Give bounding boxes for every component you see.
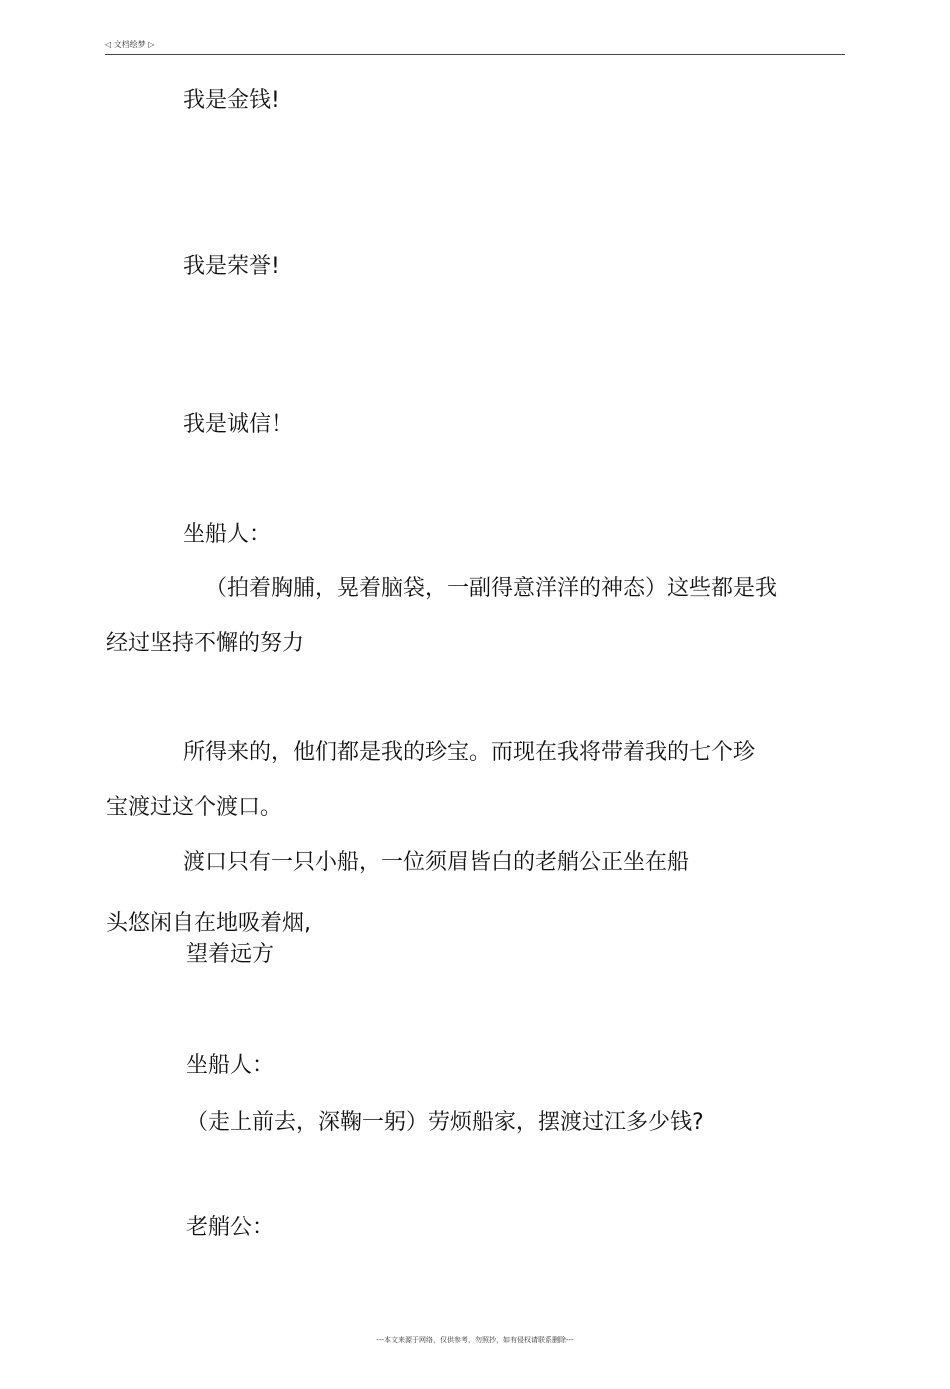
text-line-3: 我是诚信！: [183, 412, 294, 437]
header-label: ◁ 文档绘梦 ▷: [105, 40, 155, 49]
text-line-2: 我是荣誉!: [183, 254, 280, 279]
page-footer: ---本文来源于网络，仅供参考，勿照抄，如有侵权请联系删除---: [376, 1336, 574, 1344]
text-line-11: 望着远方: [186, 942, 275, 967]
text-line-13: （走上前去，深鞠一躬）劳烦船家，摆渡过江多少钱?: [186, 1110, 704, 1135]
text-line-7: 所得来的，他们都是我的珍宝。而现在我将带着我的七个珍: [183, 740, 756, 765]
text-line-4: 坐船人：: [183, 522, 272, 547]
text-line-10: 头悠闲自在地吸着烟,: [106, 911, 311, 936]
text-line-14: 老艄公：: [186, 1215, 275, 1240]
text-line-8: 宝渡过这个渡口。: [106, 795, 283, 820]
text-line-9: 渡口只有一只小船，一位须眉皆白的老艄公正坐在船: [183, 850, 690, 875]
page-header: [105, 40, 845, 55]
text-line-5: （拍着胸脯，晃着脑袋，一副得意洋洋的神态）这些都是我: [205, 576, 778, 601]
text-line-6: 经过坚持不懈的努力: [106, 631, 305, 656]
text-line-12: 坐船人：: [186, 1053, 275, 1078]
text-line-1: 我是金钱!: [183, 88, 280, 113]
